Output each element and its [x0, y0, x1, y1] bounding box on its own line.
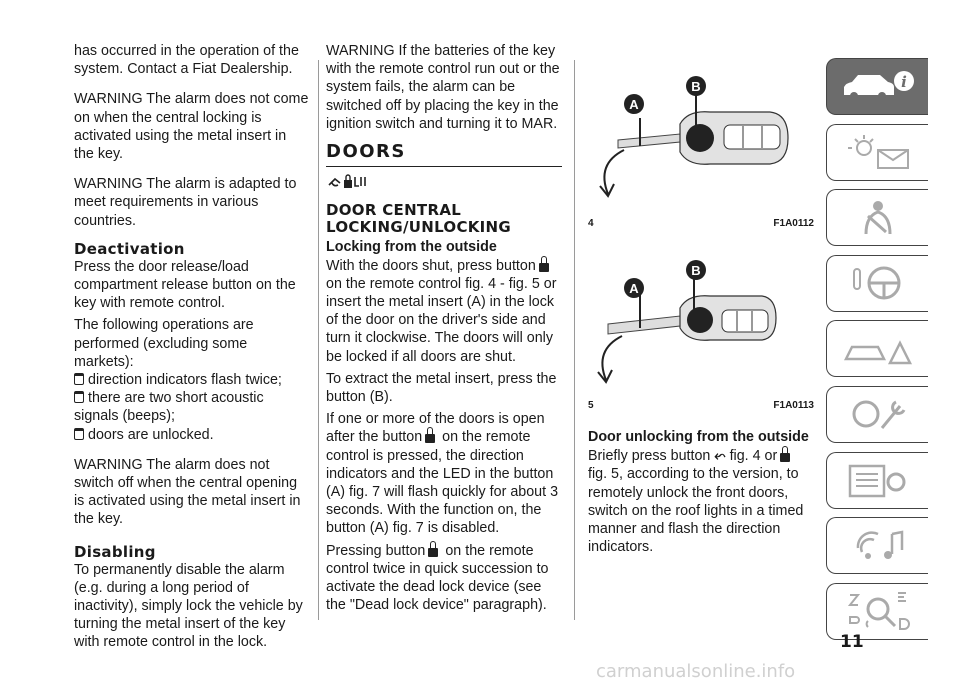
paragraph: Press the door release/load compartment release button on the key with remote control. — [74, 258, 296, 312]
list-item: doors are unlocked. — [74, 426, 310, 444]
deactivation-heading: Deactivation — [74, 239, 185, 258]
figure-5 — [588, 250, 814, 422]
warning-text: WARNING The alarm does not switch off when the central opening is activated using the metal insert in the key. — [74, 456, 301, 528]
bullet-icon — [74, 428, 84, 440]
central-locking-heading: DOOR CENTRAL LOCKING/UNLOCKING — [326, 201, 512, 237]
unlocking-subheading: Door unlocking from the outside — [588, 429, 809, 445]
car-info-icon — [838, 67, 918, 107]
data-sheet-icon — [838, 460, 918, 500]
door-lock-icon — [326, 171, 370, 191]
warning-text: WARNING If the batteries of the key with the remote control run out or the system fails, the alarm can be switched off by placing the key in the ignition switch and turning it to MAR. — [326, 43, 560, 132]
list-item: there are two short acoustic signals (beeps); — [74, 390, 264, 425]
locking-subheading: Locking from the outside — [326, 239, 497, 256]
index-search-icon — [838, 589, 918, 633]
tab-safety[interactable] — [826, 189, 928, 246]
figure-caption: 4 F1A0112 — [588, 218, 814, 229]
svg-text:i: i — [900, 72, 907, 91]
label-a: A — [629, 281, 639, 296]
column-2 — [326, 42, 562, 614]
doors-heading: DOORS — [326, 143, 562, 167]
steering-wheel-icon — [838, 263, 918, 303]
column-3-text — [588, 426, 814, 556]
intro-text: has occurred in the operation of the system. Contact a Fiat Dealership. — [74, 43, 299, 78]
seatbelt-icon — [838, 198, 918, 238]
paragraph: If one or more of the doors is open after the button on the remote control is pressed, the direction indicators and the LED in the button (A) fig. 7 will flash quickly for about 3 seconds. With the function on, the button (A) fig. 7 is disabled. — [326, 411, 559, 537]
paragraph: Pressing button on the remote control twice in quick succession to activate the dead lock device (see the "Dead lock device" paragraph). — [326, 542, 549, 614]
label-b: B — [691, 263, 701, 278]
tab-multimedia[interactable] — [826, 517, 928, 574]
tab-servicing[interactable] — [826, 386, 928, 443]
list-item: direction indicators flash twice; — [74, 371, 310, 389]
warning-text: WARNING The alarm is adapted to meet requirements in various countries. — [74, 176, 297, 229]
column-1 — [74, 42, 310, 652]
lock-icon — [780, 453, 790, 462]
figure-4 — [588, 60, 814, 232]
wrench-icon — [838, 394, 918, 434]
tab-knowing-your-car[interactable] — [826, 58, 928, 115]
disabling-heading: Disabling — [74, 542, 156, 561]
paragraph: With the doors shut, press button on the remote control fig. 4 - fig. 5 or insert the metal insert (A) in the lock of the door on the driver's side and turn it clockwise. The doors will only be locked if all doors are shut. — [326, 257, 557, 365]
warning-lights-icon — [838, 132, 918, 172]
watermark: carmanualsonline.info — [596, 661, 796, 682]
lock-icon — [425, 434, 435, 443]
tab-emergency[interactable] — [826, 320, 928, 377]
lock-icon — [539, 263, 549, 272]
chapter-tabs — [826, 58, 928, 648]
tab-technical-data[interactable] — [826, 452, 928, 509]
warning-text: WARNING The alarm does not come on when the central locking is activated using the metal insert in the key. — [74, 91, 309, 163]
column-divider — [318, 60, 319, 620]
paragraph: The following operations are performed (excluding some markets): — [74, 317, 254, 370]
key-illustration — [588, 250, 814, 400]
column-divider — [574, 60, 575, 620]
lock-icon — [428, 548, 438, 557]
bullet-icon — [74, 391, 84, 403]
multimedia-icon — [838, 526, 918, 566]
page-number: 11 — [840, 632, 864, 652]
paragraph: To extract the metal insert, press the button (B). — [326, 370, 557, 406]
figure-caption: 5 F1A0113 — [588, 400, 814, 411]
unlock-icon: ⬿ — [714, 447, 726, 464]
bullet-icon — [74, 373, 84, 385]
label-b: B — [691, 79, 701, 94]
paragraph: To permanently disable the alarm (e.g. during a long period of inactivity), simply lock the vehicle by turning the metal insert of the key with remote control in the lock. — [74, 561, 303, 651]
label-a: A — [629, 97, 639, 112]
tab-dashboard-symbols[interactable] — [826, 124, 928, 181]
paragraph: Briefly press button ⬿ fig. 4 or fig. 5, according to the version, to remotely unlock the front doors, switch on the roof lights in a timed manner and flash the direction indicators. — [588, 447, 804, 556]
key-illustration — [588, 60, 814, 210]
car-emergency-icon — [838, 329, 918, 369]
tab-starting-driving[interactable] — [826, 255, 928, 312]
